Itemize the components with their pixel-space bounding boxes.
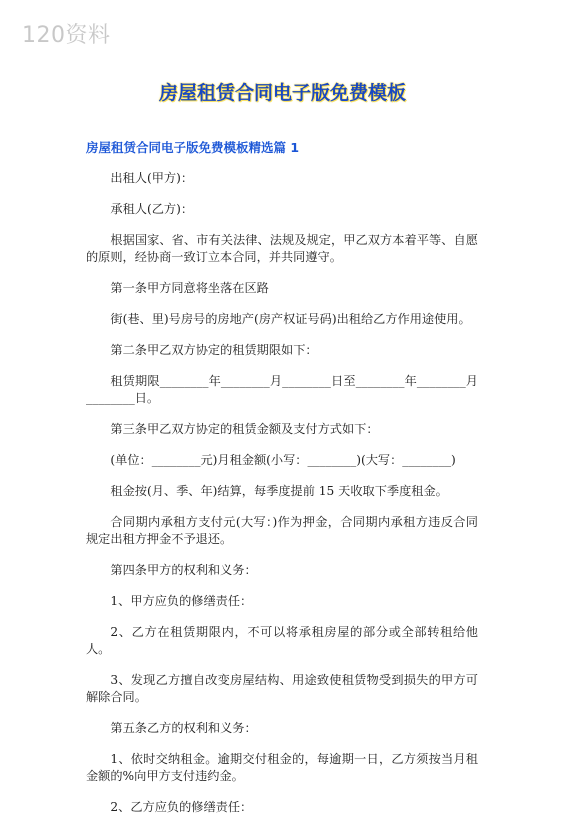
paragraph-rent-amount: (单位：________元)月租金额(小写：________)(大写：________) bbox=[110, 453, 456, 467]
paragraph-article-4-item-2: 2、乙方在租赁期限内，不可以将承租房屋的部分或全部转租给他人。 bbox=[86, 625, 478, 656]
paragraph-article-3: 第三条甲乙双方协定的租赁金额及支付方式如下： bbox=[110, 422, 379, 436]
paragraph-deposit: 合同期内承租方支付元(大写：)作为押金，合同期内承租方违反合同规定出租方押金不予退还。 bbox=[86, 515, 478, 546]
paragraph-article-2: 第二条甲乙双方协定的租赁期限如下： bbox=[110, 343, 318, 357]
paragraph-article-5: 第五条乙方的权利和义务： bbox=[110, 721, 257, 735]
paragraph-article-5-item-1: 1、依时交纳租金。逾期交付租金的，每逾期一日，乙方须按当月租金额的%向甲方支付违约金。 bbox=[86, 752, 478, 783]
paragraph-article-4: 第四条甲方的权利和义务： bbox=[110, 563, 257, 577]
paragraph-preamble: 根据国家、省、市有关法律、法规及规定，甲乙双方本着平等、自愿的原则，经协商一致订立本合同，并共同遵守。 bbox=[86, 233, 478, 264]
paragraph-article-1: 第一条甲方同意将坐落在区路 bbox=[110, 281, 269, 295]
paragraph-article-1-address: 街(巷、里)号房号的房地产(房产权证号码)出租给乙方作用途使用。 bbox=[110, 312, 471, 326]
paragraph-article-5-item-2: 2、乙方应负的修缮责任： bbox=[110, 800, 253, 814]
document-body bbox=[86, 170, 478, 830]
paragraph-lease-term: 租赁期限________年________月________日至________年________月________日。 bbox=[86, 374, 478, 405]
document-title: 房屋租赁合同电子版免费模板 bbox=[158, 82, 406, 104]
paragraph-lessor: 出租人(甲方)： bbox=[110, 171, 194, 185]
paragraph-rent-settlement: 租金按(月、季、年)结算，每季度提前 15 天收取下季度租金。 bbox=[110, 484, 448, 498]
paragraph-lessee: 承租人(乙方)： bbox=[110, 202, 194, 216]
paragraph-article-4-item-3: 3、发现乙方擅自改变房屋结构、用途致使租赁物受到损失的甲方可解除合同。 bbox=[86, 673, 478, 704]
section-title: 房屋租赁合同电子版免费模板精选篇 1 bbox=[86, 140, 300, 155]
watermark: 120资料 bbox=[22, 23, 111, 48]
paragraph-article-4-item-1: 1、甲方应负的修缮责任： bbox=[110, 594, 253, 608]
